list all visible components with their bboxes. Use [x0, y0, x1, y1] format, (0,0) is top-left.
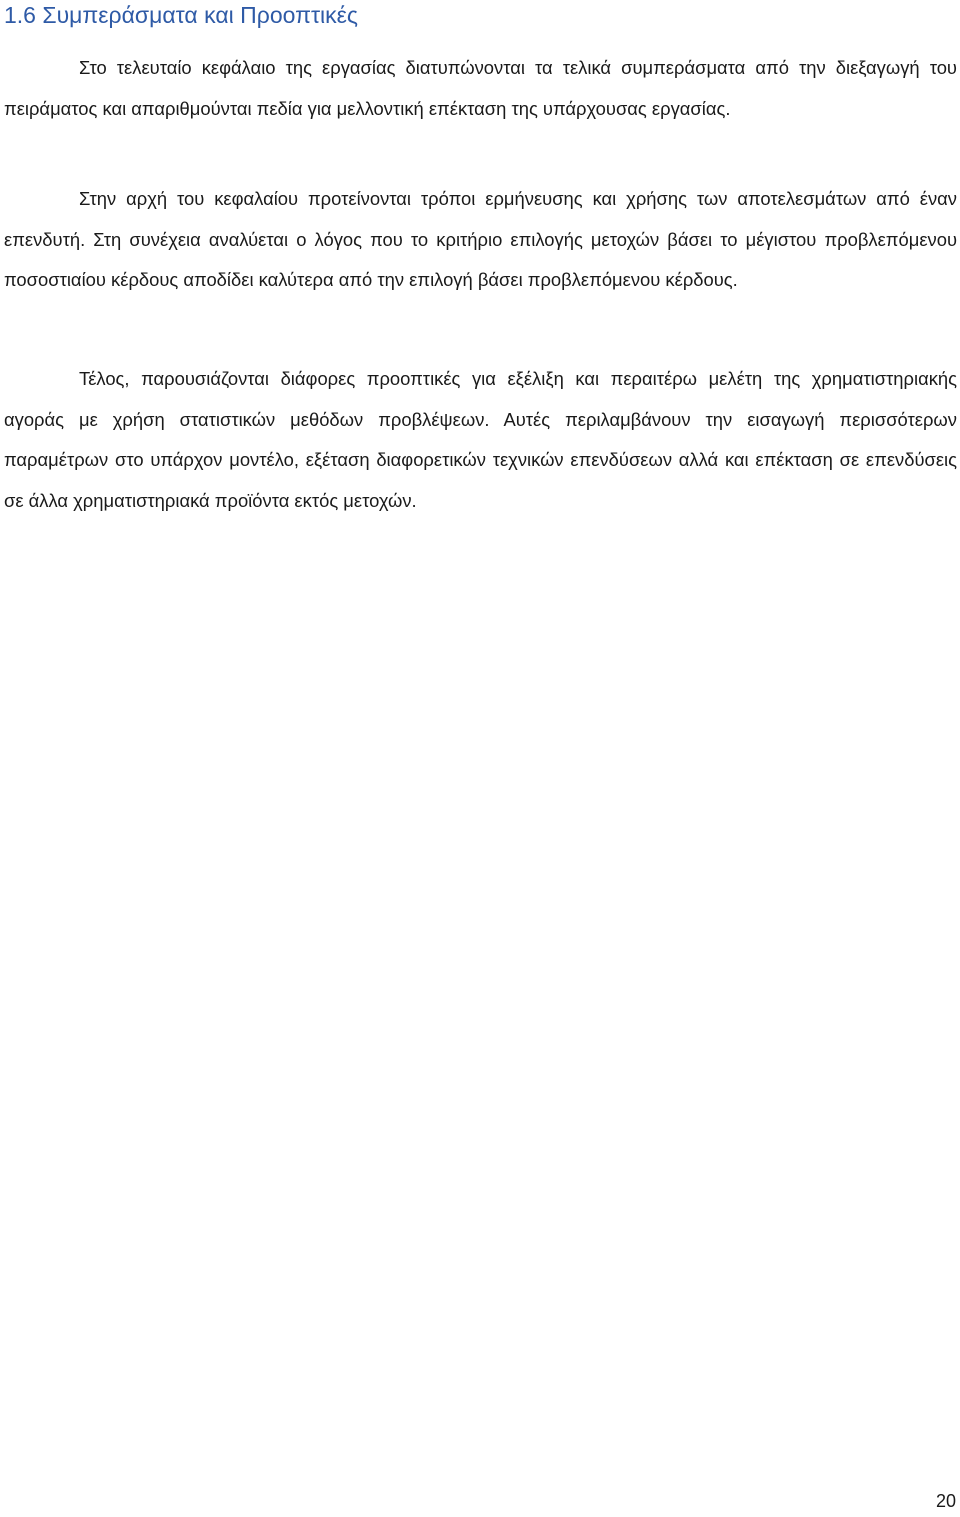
page-number: 20: [935, 1491, 956, 1511]
paragraph-intro: Στο τελευταίο κεφάλαιο της εργασίας διατυπώνονται τα τελικά συμπεράσματα από την διεξαγωγή του πειράματος και απαριθμούνται πεδία για μελλοντική επέκταση της υπάρχουσας εργασίας.: [4, 57, 957, 119]
paragraph-prospects: Τέλος, παρουσιάζονται διάφορες προοπτικές για εξέλιξη και περαιτέρω μελέτη της χρηματιστηριακής αγοράς με χρήση στατιστικών μεθόδων προβλέψεων. Αυτές περιλαμβάνουν την εισαγωγή περισσότερων παραμέτρων στο υπάρχον μοντέλο, εξέταση διαφορετικών τεχνικών επενδύσεων αλλά και επέκταση σε επενδύσεις σε άλλα χρηματιστηριακά προϊόντα εκτός μετοχών.: [4, 368, 957, 511]
section-heading: 1.6 Συμπεράσματα και Προοπτικές: [4, 2, 358, 28]
paragraph-interpretation: Στην αρχή του κεφαλαίου προτείνονται τρόποι ερμήνευσης και χρήσης των αποτελεσμάτων από έναν επενδυτή. Στη συνέχεια αναλύεται ο λόγος που το κριτήριο επιλογής μετοχών βάσει το μέγιστου προβλεπόμενου ποσοστιαίου κέρδους αποδίδει καλύτερα από την επιλογή βάσει προβλεπόμενου κέρδους.: [4, 188, 957, 290]
